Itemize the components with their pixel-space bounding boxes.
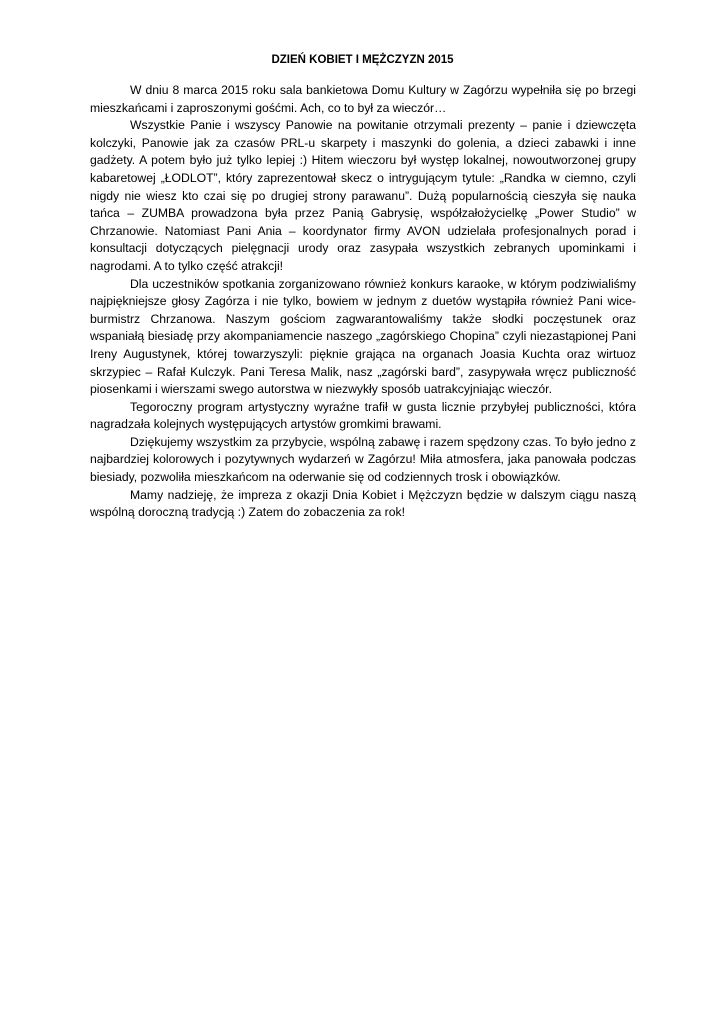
paragraph-karaoke-and-music: Dla uczestników spotkania zorganizowano również konkurs karaoke, w którym podziwialiśmy najpiękniejsze głosy Zagórza i nie tylko, bowiem w jednym z duetów wystąpiła również Pani wice-burmistrz Chrzanowa. Naszym gościom zagwarantowaliśmy także słodki poczęstunek oraz wspaniałą biesiadę przy akompaniamencie naszego „zagórskiego Chopina” czyli niezastąpionej Pani Ireny Augustynek, której towarzyszyli: pięknie grająca na organach Joasia Kuchta oraz wirtuoz skrzypiec – Rafał Kulczyk. Pani Teresa Malik, nasz „zagórski bard”, zasypywała wręcz publiczność piosenkami i wierszami swego autorstwa w niezwykły sposób uatrakcyjniając wieczór. [90, 276, 636, 397]
paragraph-program: Tegoroczny program artystyczny wyraźne trafił w gusta licznie przybyłej publiczności, która nagradzała kolejnych występujących artystów gromkimi brawami. [90, 399, 636, 432]
paragraph-thanks: Dziękujemy wszystkim za przybycie, wspólną zabawę i razem spędzony czas. To było jedno z najbardziej kolorowych i pozytywnych wydarzeń w Zagórzu! Miła atmosfera, jaka panowała podczas biesiady, pozwoliła mieszkańcom na oderwanie się od codziennych trosk i obowiązków. [90, 434, 636, 485]
paragraph-closing: Mamy nadzieję, że impreza z okazji Dnia Kobiet i Mężczyzn będzie w dalszym ciągu naszą wspólną doroczną tradycją :) Zatem do zobaczenia za rok! [90, 487, 636, 520]
paragraph-gifts-and-attractions: Wszystkie Panie i wszyscy Panowie na powitanie otrzymali prezenty – panie i dziewczęta kolczyki, Panowie jak za czasów PRL-u skarpety i maszynki do golenia, a dzieci zabawki i inne gadżety. A potem było już tylko lepiej :) Hitem wieczoru był występ lokalnej, nowoutworzonej grupy kabaretowej „ŁODLOT”, który zaprezentował skecz o intrygującym tytule: „Randka w ciemno, czyli nigdy nie wiesz kto czai się po drugiej strony parawanu”. Dużą popularnością cieszyła się nauka tańca – ZUMBA prowadzona była przez Panią Gabrysię, współzałożycielkę „Power Studio” w Chrzanowie. Natomiast Pani Ania – koordynator firmy AVON udzielała profesjonalnych porad i konsultacji dotyczących pielęgnacji urody oraz zasypała wszystkich zebranych upominkami i nagrodami. A to tylko część atrakcji! [90, 118, 636, 273]
paragraph-intro: W dniu 8 marca 2015 roku sala bankietowa Domu Kultury w Zagórzu wypełniła się po brzegi mieszkańcami i zaproszonymi gośćmi. Ach, co to był za wieczór… [90, 83, 636, 115]
document-body [90, 82, 636, 522]
document-title: DZIEŃ KOBIET I MĘŻCZYZN 2015 [271, 54, 454, 66]
